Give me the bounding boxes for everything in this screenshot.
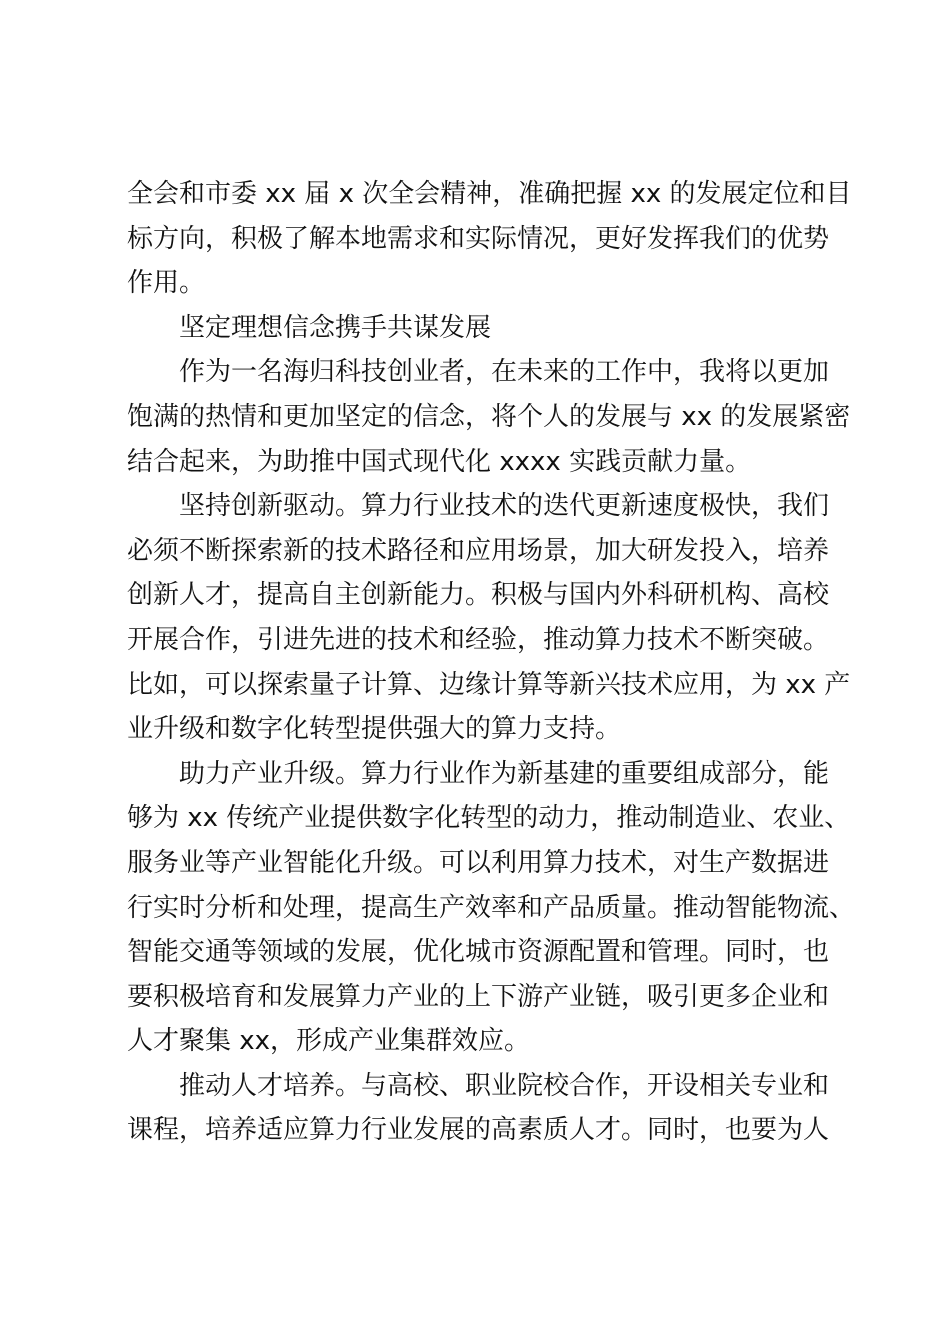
text-line: 够为 xx 传统产业提供数字化转型的动力，推动制造业、农业、: [127, 803, 851, 834]
text-line: 智能交通等领域的发展，优化城市资源配置和管理。同时，也: [127, 937, 830, 968]
text-line: 创新人才，提高自主创新能力。积极与国内外科研机构、高校: [127, 580, 830, 611]
text-line: 作用。: [127, 268, 206, 299]
text-line: 服务业等产业智能化升级。可以利用算力技术，对生产数据进: [127, 847, 830, 878]
text-line: 课程，培养适应算力行业发展的高素质人才。同时，也要为人: [127, 1115, 830, 1146]
text-line: 助力产业升级。算力行业作为新基建的重要组成部分，能: [179, 758, 830, 789]
text-line: 人才聚集 xx，形成产业集群效应。: [127, 1026, 531, 1057]
text-line: 作为一名海归科技创业者，在未来的工作中，我将以更加: [179, 357, 830, 388]
paragraph-innovation: [127, 484, 851, 752]
text-line: 结合起来，为助推中国式现代化 xxxx 实践贡献力量。: [127, 446, 752, 477]
text-line: 饱满的热情和更加坚定的信念，将个人的发展与 xx 的发展紧密: [127, 401, 851, 432]
text-line: 行实时分析和处理，提高生产效率和产品质量。推动智能物流、: [127, 892, 856, 923]
text-line: 推动人才培养。与高校、职业院校合作，开设相关专业和: [179, 1070, 830, 1101]
text-line: 开展合作，引进先进的技术和经验，推动算力技术不断突破。: [127, 624, 830, 655]
paragraph-talent: [127, 1064, 830, 1153]
section-heading-text: 坚定理想信念携手共谋发展: [179, 312, 492, 343]
text-line: 比如，可以探索量子计算、边缘计算等新兴技术应用，为 xx 产: [127, 669, 851, 700]
paragraph-intro: [127, 350, 851, 484]
text-line: 全会和市委 xx 届 x 次全会精神，准确把握 xx 的发展定位和目: [127, 179, 852, 209]
section-heading: [127, 306, 827, 351]
text-line: 标方向，积极了解本地需求和实际情况，更好发挥我们的优势: [127, 223, 830, 254]
paragraph-industry: [127, 752, 856, 1064]
text-line: 必须不断探索新的技术路径和应用场景，加大研发投入，培养: [127, 535, 830, 566]
paragraph-continuation: [127, 172, 852, 306]
text-line: 坚持创新驱动。算力行业技术的迭代更新速度极快，我们: [179, 491, 830, 522]
document-body: [127, 172, 856, 1153]
text-line: 业升级和数字化转型提供强大的算力支持。: [127, 714, 622, 745]
text-line: 要积极培育和发展算力产业的上下游产业链，吸引更多企业和: [127, 981, 830, 1012]
